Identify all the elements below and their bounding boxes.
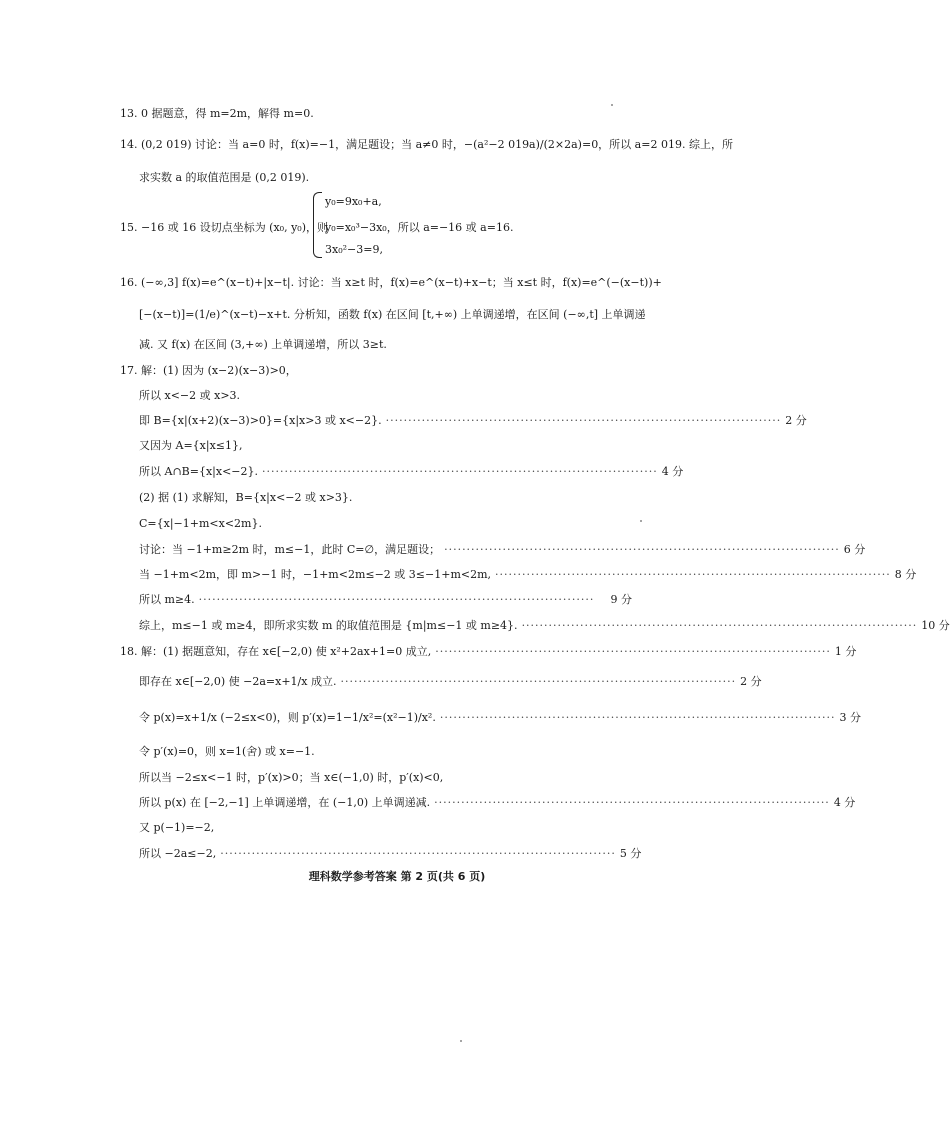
answer-16-line-1: 16. (−∞,3] f(x)=e^(x−t)+|x−t|. 讨论：当 x≥t 时，f(x)=e^(x−t)+x−t；当 x≤t 时，f(x)=e^(−(x−t))+ <box>120 276 662 289</box>
points-label: 6 分 <box>843 543 866 556</box>
leader-dots: ························································································ <box>434 796 830 809</box>
score-row: 所以 m≥4. ························································································ 9 分 <box>139 593 632 606</box>
leader-dots: ························································································ <box>439 711 836 724</box>
answer-17-line: 又因为 A={x|x≤1}, <box>139 439 243 452</box>
score-row: 综上，m≤−1 或 m≥4，即所求实数 m 的取值范围是 {m|m≤−1 或 m≥4}. ························································································ 10 分 <box>139 619 950 632</box>
answer-15-equation-1: y₀=9x₀+a, <box>325 195 382 208</box>
answer-17-line: C={x|−1+m<x<2m}. <box>139 517 262 530</box>
answer-15 <box>120 192 540 262</box>
leader-dots: ························································································ <box>340 675 737 688</box>
score-row: 所以 −2a≤−2, ························································································ 5 分 <box>139 847 642 860</box>
score-row: 令 p(x)=x+1/x (−2≤x<0)，则 p′(x)=1−1/x²=(x²−1)/x². ························································································ 3 分 <box>139 711 862 724</box>
scan-speck <box>460 1040 462 1042</box>
points-label: 2 分 <box>740 675 762 688</box>
points-label: 9 分 <box>610 593 632 606</box>
leader-dots: ························································································ <box>262 465 658 478</box>
answer-18-line: 所以当 −2≤x<−1 时，p′(x)>0；当 x∈(−1,0) 时，p′(x)<0, <box>139 771 444 784</box>
points-label: 4 分 <box>833 796 856 809</box>
answer-16-line-3: 减. 又 f(x) 在区间 (3,+∞) 上单调递增，所以 3≥t. <box>139 338 387 351</box>
answer-17-heading: 17. 解：(1) 因为 (x−2)(x−3)>0， <box>120 364 297 377</box>
answer-14-line-2: 求实数 a 的取值范围是 (0,2 019). <box>139 171 310 184</box>
answer-14-line-1: 14. (0,2 019) 讨论：当 a=0 时，f(x)=−1，满足题设；当 a≠0 时，−(a²−2 019a)/(2×2a)=0，所以 a=2 019. 综上，所 <box>120 138 733 151</box>
scan-speck <box>640 520 642 522</box>
points-label: 8 分 <box>894 568 917 581</box>
leader-dots: ························································································ <box>521 619 918 632</box>
scan-speck <box>611 104 613 106</box>
answer-16-line-2: [−(x−t)]=(1/e)^(x−t)−x+t. 分析知，函数 f(x) 在区间 [t,+∞) 上单调递增，在区间 (−∞,t] 上单调递 <box>139 308 646 321</box>
system-brace <box>313 192 322 258</box>
score-row: 即 B={x|(x+2)(x−3)>0}={x|x>3 或 x<−2}. ························································································ 2 分 <box>139 414 807 427</box>
answer-17-line: 所以 x<−2 或 x>3. <box>139 389 241 402</box>
answer-17-line: (2) 据 (1) 求解知，B={x|x<−2 或 x>3}. <box>139 491 353 504</box>
leader-dots: ························································································ <box>198 593 595 606</box>
answer-13: 13. 0 据题意，得 m=2m，解得 m=0. <box>120 107 314 120</box>
score-row: 当 −1+m<2m，即 m>−1 时，−1+m<2m≤−2 或 3≤−1+m<2m, ························································································ 8 分 <box>139 568 917 581</box>
answer-15-lead: 15. −16 或 16 设切点坐标为 (x₀, y₀)，则 <box>120 221 329 234</box>
score-row: 所以 p(x) 在 [−2,−1] 上单调递增，在 (−1,0) 上单调递减. ························································································ 4 分 <box>139 796 856 809</box>
score-row: 所以 A∩B={x|x<−2}. ························································································ 4 分 <box>139 465 684 478</box>
score-row: 18. 解：(1) 据题意知，存在 x∈[−2,0) 使 x²+2ax+1=0 成立, ························································································ 1 分 <box>120 645 857 658</box>
points-label: 5 分 <box>619 847 642 860</box>
leader-dots: ························································································ <box>435 645 831 658</box>
score-row: 即存在 x∈[−2,0) 使 −2a=x+1/x 成立. ························································································ 2 分 <box>139 675 762 688</box>
leader-dots: ························································································ <box>495 568 891 581</box>
answer-15-equation-3: 3x₀²−3=9, <box>325 243 383 256</box>
leader-dots: ························································································ <box>385 414 782 427</box>
answer-18-line: 又 p(−1)=−2, <box>139 821 215 834</box>
answer-18-line: 令 p′(x)=0，则 x=1(舍) 或 x=−1. <box>139 745 315 758</box>
page-footer: 理科数学参考答案 第 2 页(共 6 页) <box>308 870 486 883</box>
leader-dots: ························································································ <box>220 847 616 860</box>
answer-15-equation-2: y₀=x₀³−3x₀，所以 a=−16 或 a=16. <box>325 221 514 234</box>
points-label: 1 分 <box>834 645 857 658</box>
points-label: 10 分 <box>921 619 950 632</box>
score-row: 讨论：当 −1+m≥2m 时，m≤−1，此时 C=∅，满足题设； ························································································ 6 分 <box>139 543 866 556</box>
points-label: 4 分 <box>661 465 684 478</box>
points-label: 3 分 <box>839 711 862 724</box>
points-label: 2 分 <box>785 414 807 427</box>
leader-dots: ························································································ <box>444 543 840 556</box>
